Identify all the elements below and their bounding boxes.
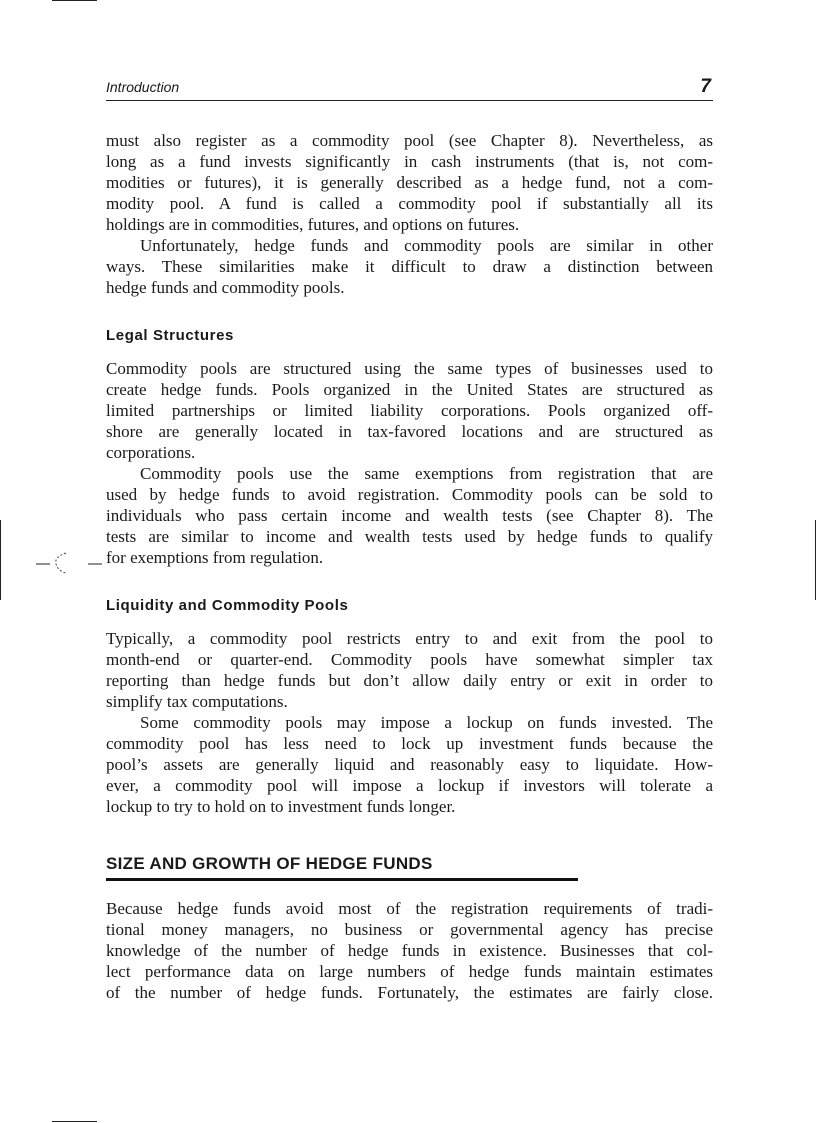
text-line: Typically, a commodity pool restricts entry to and exit from the pool to: [106, 629, 713, 648]
liquidity-paragraph-1: [106, 628, 713, 712]
text-line: holdings are in commodities, futures, and options on futures.: [106, 215, 520, 234]
crop-mark-top: [52, 0, 97, 1]
text-line: of the number of hedge funds. Fortunately, the estimates are fairly close.: [106, 983, 713, 1002]
text-line: Some commodity pools may impose a lockup on funds invested. The: [140, 713, 713, 732]
text-line: corporations.: [106, 443, 196, 462]
text-line: tional money managers, no business or governmental agency has precise: [106, 920, 713, 939]
section-heading-rule: [106, 853, 578, 881]
running-head: [106, 78, 713, 101]
text-line: lect performance data on large numbers of hedge funds maintain estimates: [106, 962, 713, 981]
crop-mark-bottom: [52, 1121, 97, 1122]
text-line: shore are generally located in tax-favored locations and are structured as: [106, 422, 713, 441]
text-line: modity pool. A fund is called a commodity pool if substantially all its: [106, 194, 713, 213]
crop-mark-left: [0, 520, 1, 600]
intro-paragraph-2: [106, 235, 713, 298]
text-line: create hedge funds. Pools organized in the United States are structured as: [106, 380, 713, 399]
text-line: ways. These similarities make it difficult to draw a distinction between: [106, 257, 713, 276]
text-line: reporting than hedge funds but don’t allow daily entry or exit in order to: [106, 671, 713, 690]
intro-paragraph-1: [106, 130, 713, 235]
legal-paragraph-1: [106, 358, 713, 463]
text-line: lockup to try to hold on to investment funds longer.: [106, 797, 456, 816]
page-number: 7: [700, 76, 711, 97]
text-line: month-end or quarter-end. Commodity pools have somewhat simpler tax: [106, 650, 713, 669]
section-heading-size-growth: SIZE AND GROWTH OF HEDGE FUNDS: [106, 854, 433, 873]
text-line: Because hedge funds avoid most of the registration requirements of tradi-: [106, 899, 713, 918]
text-line: long as a fund invests significantly in cash instruments (that is, not com-: [106, 152, 713, 171]
text-line: individuals who pass certain income and wealth tests (see Chapter 8). The: [106, 506, 713, 525]
text-line: knowledge of the number of hedge funds in existence. Businesses that col-: [106, 941, 713, 960]
text-line: for exemptions from regulation.: [106, 548, 324, 567]
text-line: tests are similar to income and wealth tests used by hedge funds to qualify: [106, 527, 713, 546]
text-line: must also register as a commodity pool (see Chapter 8). Nevertheless, as: [106, 131, 713, 150]
size-growth-paragraph-1: [106, 898, 713, 1003]
subheading-liquidity: Liquidity and Commodity Pools: [106, 597, 349, 614]
running-title: Introduction: [106, 79, 180, 95]
text-line: ever, a commodity pool will impose a lockup if investors will tolerate a: [106, 776, 713, 795]
text-line: Commodity pools are structured using the same types of businesses used to: [106, 359, 713, 378]
text-line: used by hedge funds to avoid registration. Commodity pools can be sold to: [106, 485, 713, 504]
text-line: limited partnerships or limited liability corporations. Pools organized off-: [106, 401, 713, 420]
text-line: pool’s assets are generally liquid and reasonably easy to liquidate. How-: [106, 755, 713, 774]
text-line: Unfortunately, hedge funds and commodity pools are similar in other: [140, 236, 713, 255]
text-line: commodity pool has less need to lock up investment funds because the: [106, 734, 713, 753]
text-line: modities or futures), it is generally described as a hedge fund, not a com-: [106, 173, 713, 192]
subheading-legal-structures: Legal Structures: [106, 327, 234, 344]
liquidity-paragraph-2: [106, 712, 713, 817]
text-line: Commodity pools use the same exemptions from registration that are: [140, 464, 713, 483]
legal-paragraph-2: [106, 463, 713, 568]
text-line: hedge funds and commodity pools.: [106, 278, 345, 297]
registration-mark-icon: [36, 548, 102, 574]
text-line: simplify tax computations.: [106, 692, 288, 711]
